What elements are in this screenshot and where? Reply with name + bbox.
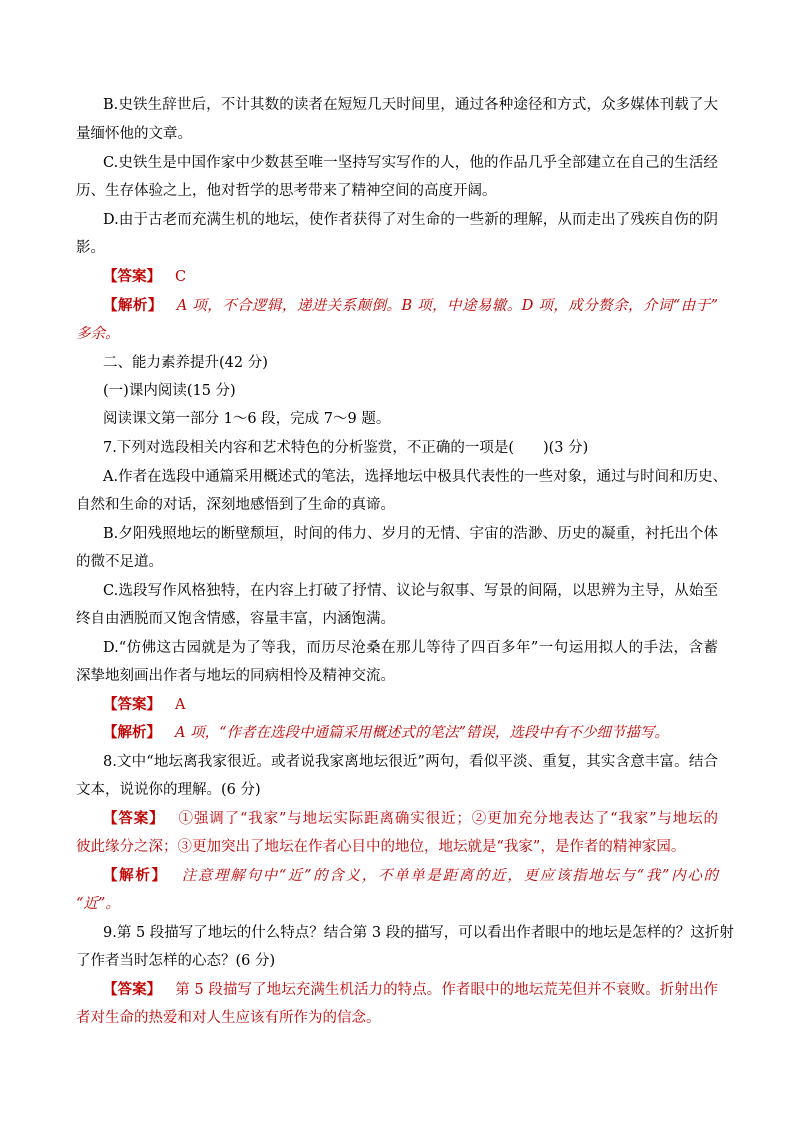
q7-option-d-line-2: 深挚地刻画出作者与地坛的同病相怜及精神交流。 [76,668,395,684]
answer-9-line-2: 者对生命的热爱和对人生应该有所作为的信念。 [76,1010,381,1026]
analysis-text: 注意理解句中“近”的含义，不单单是距离的近，更应该指地坛与“我”内心的 [181,868,719,884]
q7-option-c-line-1: C.选段写作风格独特，在内容上打破了抒情、议论与叙事、写景的间隔，以思辨为主导，从始至 [103,583,718,599]
analysis-7 [103,723,669,743]
analysis-text: A 项，“作者在选段中通篇采用概述式的笔法”错误，选段中有不少细节描写。 [175,725,669,741]
q7-option-b-line-1: B.夕阳残照地坛的断壁颓垣，时间的伟力、岁月的无情、宇宙的浩渺、历史的凝重，衬托出个体 [103,526,718,542]
analysis-tag: 【解析】 [103,724,161,741]
answer-text: A [175,697,186,713]
answer-text: 第 5 段描写了地坛充满生机活力的特点。作者眼中的地坛荒芜但并不衰败。折射出作 [175,982,718,998]
analysis-8-line-2: “近”。 [76,896,120,912]
q7-option-a-line-2: 自然和生命的对话，深刻地感悟到了生命的真谛。 [76,497,395,513]
analysis-6-line-2: 多余。 [76,326,120,342]
reading-instruction: 阅读课文第一部分 1～6 段，完成 7～9 题。 [103,411,391,427]
option-b-line-2: 量缅怀他的文章。 [76,126,192,142]
answer-tag: 【答案】 [103,268,161,285]
option-d-line-2: 影。 [76,240,105,256]
answer-text: C [175,269,187,285]
option-c-line-1: C.史铁生是中国作家中少数甚至唯一坚持写实写作的人，他的作品几乎全部建立在自己的生活经 [103,155,718,171]
answer-9-line-1 [103,980,718,1000]
option-b-line-1: B.史铁生辞世后，不计其数的读者在短短几天时间里，通过各种途径和方式，众多媒体刊载了大 [103,97,718,113]
question-9-line-2: 了作者当时怎样的心态？(6 分) [76,953,276,969]
q7-option-d-line-1: D.“仿佛这古园就是为了等我，而历尽沧桑在那儿等待了四百多年”一句运用拟人的手法，含蓄 [103,640,718,656]
answer-8-line-2: 彼此缘分之深；③更加突出了地坛在作者心目中的地位，地坛就是“我家”，是作者的精神家园。 [76,839,686,855]
answer-8-line-1 [103,809,718,829]
answer-tag: 【答案】 [103,981,162,998]
section-heading: 二、能力素养提升(42 分) [103,355,268,371]
question-8-line-1: 8.文中“地坛离我家很近。或者说我家离地坛很近”两句，看似平淡、重复，其实含意丰富。结合 [103,754,718,770]
subsection-heading: (一)课内阅读(15 分) [103,383,236,399]
answer-text: ①强调了“我家”与地坛实际距离确实很近；②更加充分地表达了“我家”与地坛的 [178,811,718,827]
analysis-tag: 【解析】 [103,867,168,884]
analysis-8-line-1 [103,866,718,886]
q7-option-b-line-2: 的微不足道。 [76,554,163,570]
analysis-tag: 【解析】 [103,297,163,314]
option-c-line-2: 历、生存体验之上，他对哲学的思考带来了精神空间的高度开阔。 [76,183,497,199]
answer-7 [103,695,185,715]
q7-option-a-line-1: A.作者在选段中通篇采用概述式的笔法，选择地坛中极具代表性的一些对象，通过与时间和历史、 [103,469,728,485]
question-9-line-1: 9.第 5 段描写了地坛的什么特点？结合第 3 段的描写，可以看出作者眼中的地坛是怎样的？这折射 [103,925,734,941]
option-d-line-1: D.由于古老而充满生机的地坛，使作者获得了对生命的一些新的理解，从而走出了残疾自伤的阴 [103,212,718,228]
question-8-line-2: 文本，说说你的理解。(6 分) [76,782,261,798]
analysis-text: A 项，不合逻辑，递进关系颠倒。B 项，中途易辙。D 项，成分赘余，介词“由于” [176,298,719,314]
q7-option-c-line-2: 终自由洒脱而又饱含情感，容量丰富，内涵饱满。 [76,611,395,627]
question-7: 7.下列对选段相关内容和艺术特色的分析鉴赏，不正确的一项是( )(3 分) [103,440,589,456]
analysis-6-line-1 [103,296,718,316]
answer-tag: 【答案】 [103,810,165,827]
answer-6 [103,267,186,287]
answer-tag: 【答案】 [103,696,161,713]
